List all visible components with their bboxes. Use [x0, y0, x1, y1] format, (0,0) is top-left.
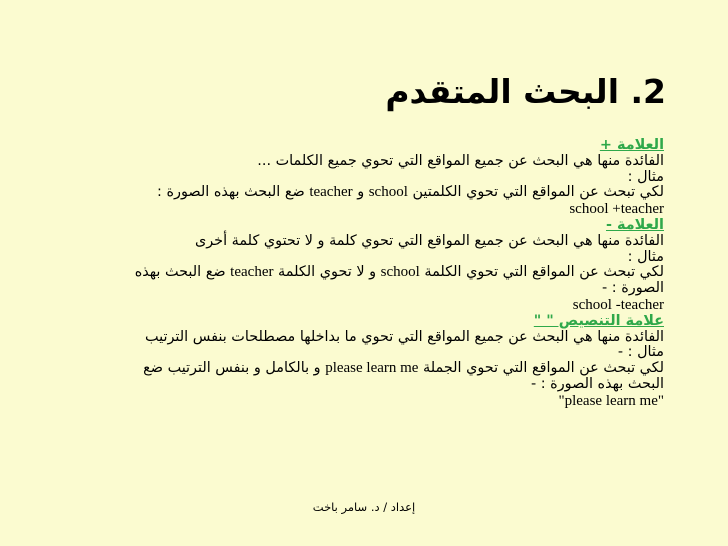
plus-instruction: لكي تبحث عن المواقع التي تحوي الكلمتين school و teacher ضع البحث بهذه الصورة :: [157, 184, 664, 201]
footer-credit: إعداد / د. سامر باخت: [312, 500, 416, 514]
quote-example: مثال : -: [617, 344, 664, 361]
minus-query: school -teacher: [572, 296, 664, 313]
minus-example: مثال :: [627, 248, 664, 265]
minus-benefit: الفائدة منها هي البحث عن جميع المواقع التي تحوي كلمة و لا تحتوي كلمة أخرى: [194, 232, 664, 249]
plus-example: مثال :: [627, 168, 664, 185]
quote-instruction: لكي تبحث عن المواقع التي تحوي الجملة please learn me و بالكامل و بنفس الترتيب ضع: [143, 360, 664, 377]
quote-benefit: الفائدة منها هي البحث عن جميع المواقع التي تحوي ما بداخلها مصطلحات بنفس الترتيب: [145, 328, 664, 345]
quote-instruction-cont: البحث بهذه الصورة : -: [530, 375, 664, 392]
minus-instruction: لكي تبحث عن المواقع التي تحوي الكلمة school و لا تحوي الكلمة teacher ضع البحث بهذه: [134, 264, 664, 281]
minus-section-label: العلامة -: [605, 216, 664, 233]
slide-content: [44, 138, 664, 410]
quote-query: "please learn me": [558, 392, 664, 409]
plus-benefit: الفائدة منها هي البحث عن جميع المواقع التي تحوي جميع الكلمات ...: [257, 152, 664, 169]
plus-section-label: العلامة +: [599, 137, 664, 153]
quote-section-label: علامة التنصيص " ": [533, 312, 664, 329]
minus-instruction-cont: الصورة : -: [602, 280, 664, 297]
plus-query: school +teacher: [569, 201, 664, 218]
slide-title: 2. البحث المتقدم: [385, 72, 666, 111]
